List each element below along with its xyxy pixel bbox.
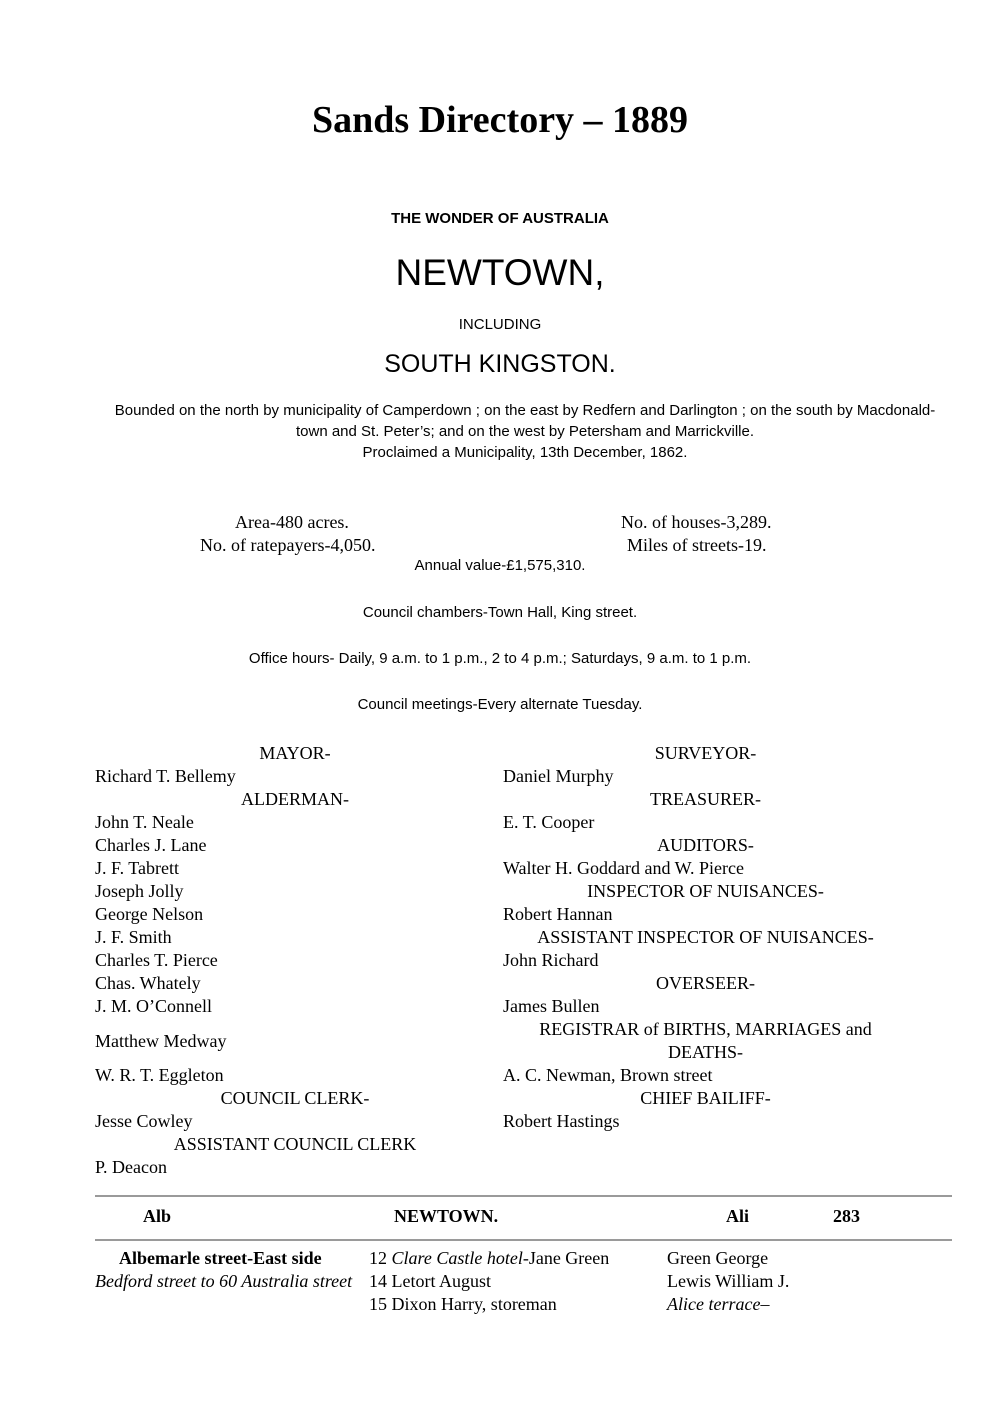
officials-right-column bbox=[503, 742, 908, 1133]
stat-annual-value: Annual value-£1,575,310. bbox=[414, 557, 586, 574]
directory-entry bbox=[369, 1293, 664, 1316]
entry-text: Dixon Harry, storeman bbox=[391, 1294, 557, 1314]
official-name: Matthew Medway bbox=[95, 1031, 227, 1051]
including-label: INCLUDING bbox=[458, 316, 542, 333]
office-heading: TREASURER- bbox=[649, 789, 761, 809]
official-name: James Bullen bbox=[503, 996, 600, 1016]
office-heading: REGISTRAR of BIRTHS, MARRIAGES and DEATHS- bbox=[539, 1019, 872, 1062]
official-name: J. F. Tabrett bbox=[95, 858, 179, 878]
official-name: J. F. Smith bbox=[95, 927, 172, 947]
stat-houses: No. of houses-3,289. bbox=[621, 512, 772, 532]
street-range: Bedford street to 60 Australia street bbox=[95, 1271, 353, 1291]
directory-entry: Lewis William J. bbox=[667, 1271, 790, 1291]
stat-miles: Miles of streets-19. bbox=[627, 535, 767, 555]
official-name: John Richard bbox=[503, 950, 599, 970]
street-heading bbox=[95, 1247, 355, 1293]
office-hours: Office hours- Daily, 9 a.m. to 1 p.m., 2 to 4 p.m.; Saturdays, 9 a.m. to 1 p.m. bbox=[248, 650, 752, 667]
boundary-line: town and St. Peter’s; and on the west by Petersham and Marrickville. bbox=[295, 423, 754, 440]
entry-text: Letort August bbox=[391, 1271, 491, 1291]
official-name: Walter H. Goddard and W. Pierce bbox=[503, 858, 744, 878]
official-name: Jesse Cowley bbox=[95, 1111, 193, 1131]
official-name: Richard T. Bellemy bbox=[95, 766, 236, 786]
stat-ratepayers: No. of ratepayers-4,050. bbox=[200, 535, 376, 555]
official-name: Chas. Whately bbox=[95, 973, 201, 993]
stat-area: Area-480 acres. bbox=[235, 512, 349, 532]
council-meetings: Council meetings-Every alternate Tuesday. bbox=[357, 696, 643, 713]
official-name: Robert Hastings bbox=[503, 1111, 620, 1131]
official-name: J. M. O’Connell bbox=[95, 996, 212, 1016]
page-number: 283 bbox=[833, 1206, 860, 1226]
official-name: A. C. Newman, Brown street bbox=[503, 1065, 713, 1085]
directory-entry: Green George bbox=[667, 1248, 769, 1268]
proclaimed-line: Proclaimed a Municipality, 13th December, 1862. bbox=[362, 444, 688, 461]
header-line: THE WONDER OF AUSTRALIA bbox=[391, 210, 609, 227]
directory-entry bbox=[369, 1270, 664, 1293]
official-name: Daniel Murphy bbox=[503, 766, 614, 786]
official-name: John T. Neale bbox=[95, 812, 194, 832]
boundary-line: Bounded on the north by municipality of Camperdown ; on the east by Redfern and Darlington ; on the south by Macdonald- bbox=[114, 402, 936, 419]
office-heading: OVERSEER- bbox=[656, 973, 755, 993]
official-name: W. R. T. Eggleton bbox=[95, 1065, 224, 1085]
official-name: George Nelson bbox=[95, 904, 204, 924]
entry-number: 14 bbox=[369, 1271, 392, 1291]
running-head-left: Alb bbox=[143, 1206, 172, 1226]
sub-place-title: SOUTH KINGSTON. bbox=[384, 350, 616, 378]
header-rule-bottom bbox=[95, 1239, 952, 1241]
officials-left-column bbox=[95, 742, 495, 1179]
place-title: NEWTOWN, bbox=[395, 252, 605, 293]
directory-entry bbox=[369, 1247, 664, 1270]
directory-entries bbox=[369, 1247, 664, 1316]
official-name: P. Deacon bbox=[95, 1157, 167, 1177]
official-name: Charles T. Pierce bbox=[95, 950, 218, 970]
street-name: Albemarle street-East side bbox=[119, 1248, 322, 1268]
entry-number: 12 bbox=[369, 1248, 392, 1268]
office-heading: MAYOR- bbox=[259, 743, 331, 763]
boundary-description bbox=[80, 400, 970, 463]
entry-number: 15 bbox=[369, 1294, 392, 1314]
running-head-right: Ali bbox=[726, 1206, 750, 1226]
official-name: Joseph Jolly bbox=[95, 881, 184, 901]
official-name: Robert Hannan bbox=[503, 904, 613, 924]
office-heading: ALDERMAN- bbox=[241, 789, 349, 809]
office-heading: CHIEF BAILIFF- bbox=[640, 1088, 771, 1108]
official-name: Charles J. Lane bbox=[95, 835, 207, 855]
entry-business-name: Clare Castle hotel bbox=[391, 1248, 523, 1268]
council-chambers: Council chambers-Town Hall, King street. bbox=[362, 604, 638, 621]
header-rule-top bbox=[95, 1195, 952, 1197]
directory-entries-second bbox=[667, 1247, 957, 1316]
office-heading: ASSISTANT COUNCIL CLERK bbox=[173, 1134, 417, 1154]
office-heading: AUDITORS- bbox=[657, 835, 754, 855]
office-heading: COUNCIL CLERK- bbox=[220, 1088, 370, 1108]
page-title: Sands Directory – 1889 bbox=[311, 99, 689, 141]
terrace-heading: Alice terrace– bbox=[667, 1294, 770, 1314]
office-heading: ASSISTANT INSPECTOR OF NUISANCES- bbox=[537, 927, 874, 947]
official-name: E. T. Cooper bbox=[503, 812, 595, 832]
office-heading: SURVEYOR- bbox=[654, 743, 757, 763]
running-head-center: NEWTOWN. bbox=[394, 1206, 499, 1226]
office-heading: INSPECTOR OF NUISANCES- bbox=[587, 881, 824, 901]
entry-text: -Jane Green bbox=[522, 1248, 610, 1268]
